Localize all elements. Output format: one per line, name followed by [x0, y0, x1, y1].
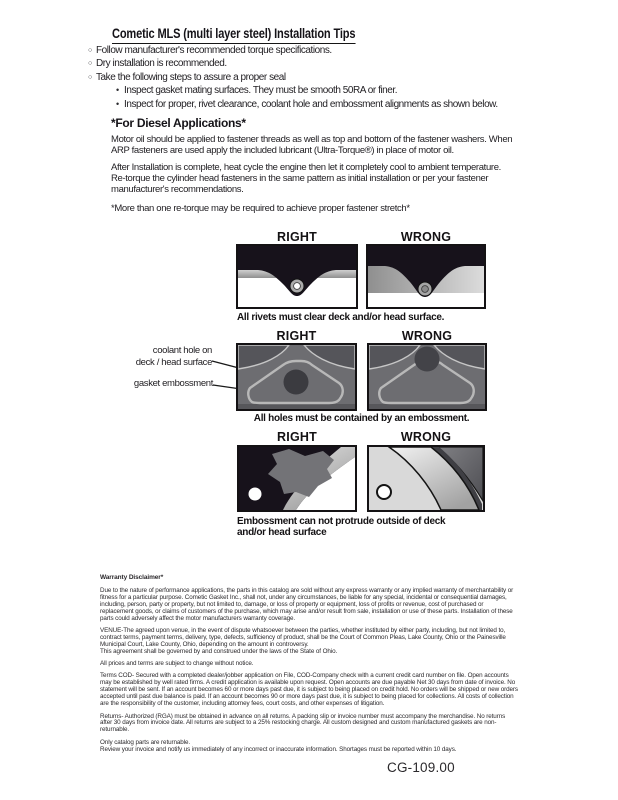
holes-caption: All holes must be contained by an embossment.	[253, 413, 470, 424]
page-number: CG-109.00	[387, 760, 455, 775]
rivet-right-diagram	[236, 244, 358, 309]
circle-bullet-icon: ○	[88, 60, 92, 68]
disclaimer-paragraph: Only catalog parts are returnable.	[100, 738, 191, 746]
embossment-caption: Embossment can not protrude outside of deck and/or head surface	[237, 516, 446, 538]
list-item	[116, 98, 513, 111]
dot-bullet-icon: •	[116, 98, 119, 109]
diesel-paragraph-1: Motor oil should be applied to fastener threads as well as top and bottom of the fastener washers. When ARP fasteners are used apply the included lubricant (Ultra-Torque®) in place of motor oil.	[111, 134, 513, 156]
disclaimer-paragraph: Due to the nature of performance applications, the parts in this catalog are sold without any express warranty or any implied warranty of merchantability or fitness for a particular purpose. Cometic Gasket Inc., shall not, under any circumstances, be liable for any special, incidental or consequential damages, including, person, party or property, but not limited to, damage, or loss of property or equipment, loss of profits or revenue, cost of purchased or replacement goods, or claims of customers of the purchase, which may arise and/or result from sale, installation or use of these parts. Installation of these parts could adversely affect the motor manufacturers warranty coverage.	[100, 586, 514, 622]
disclaimer-paragraph: Returns- Authorized (RGA) must be obtained in advance on all returns. A packing slip or invoice number must accompany the merchandise. No returns after 30 days from invoice date. All returns are subject to a 25% restocking charge. All custom designed and custom manufactured gaskets are non-returnable.	[100, 712, 506, 734]
coolant-hole-callout-label: coolant hole on deck / head surface	[135, 345, 212, 368]
holes-right-label: RIGHT	[276, 329, 317, 343]
rivet-right-drawing	[238, 246, 356, 307]
holes-right-drawing	[238, 345, 355, 409]
coolant-hole-icon	[284, 370, 309, 395]
list-item	[88, 71, 513, 84]
holes-wrong-label: WRONG	[401, 329, 453, 343]
bolt-hole-icon	[249, 488, 262, 501]
rivet-wrong-diagram	[366, 244, 486, 309]
holes-wrong-drawing	[369, 345, 485, 409]
embossment-right-drawing	[239, 447, 355, 510]
installation-tips-list	[88, 44, 513, 111]
embossment-wrong-label: WRONG	[400, 430, 452, 444]
tip-text: Dry installation is recommended.	[96, 58, 227, 70]
diesel-section-heading: *For Diesel Applications*	[111, 116, 246, 130]
rivet-caption: All rivets must clear deck and/or head surface.	[237, 312, 445, 323]
page-title-text: Cometic MLS (multi layer steel) Installation Tips	[112, 26, 355, 44]
holes-wrong-diagram	[367, 343, 487, 411]
rivet-wrong-drawing	[368, 246, 484, 307]
embossment-right-diagram	[237, 445, 357, 512]
rivet-wrong-label: WRONG	[400, 230, 452, 244]
disclaimer-paragraph: This agreement shall be governed by and construed under the laws of the State of Ohio.	[100, 647, 338, 655]
disclaimer-heading: Warranty Disclaimer*	[100, 574, 164, 581]
warranty-disclaimer	[100, 575, 518, 759]
list-item	[88, 44, 513, 57]
embossment-wrong-drawing	[369, 447, 483, 510]
circle-bullet-icon: ○	[88, 47, 92, 54]
retorque-footnote: *More than one re-torque may be required to achieve proper fastener stretch*	[111, 203, 410, 214]
list-item	[116, 84, 513, 97]
page-title	[112, 25, 409, 44]
tip-text: Inspect for proper, rivet clearance, coolant hole and embossment alignments as shown below.	[124, 98, 498, 110]
list-item	[88, 57, 513, 70]
tip-text: Follow manufacturer's recommended torque specifications.	[96, 45, 332, 56]
disclaimer-paragraph: Review your invoice and notify us immediately of any incorrect or inaccurate information. Shortages must be reported within 10 days.	[100, 745, 457, 753]
tip-text: Take the following steps to assure a proper seal	[96, 71, 286, 83]
holes-right-diagram	[236, 343, 357, 411]
disclaimer-paragraph: All prices and terms are subject to change without notice.	[100, 660, 254, 668]
circle-bullet-icon: ○	[88, 73, 92, 81]
disclaimer-paragraph: VENUE-The agreed upon venue, in the event of dispute whatsoever between the parties, whether instituted by either party, including, but not limited to, contract terms, payment terms, delivery, type, defects, sufficiency of product, shall be the Court of Common Pleas, Lake County, Ohio or the Painesville Municipal Court, Lake County, Ohio, depending on the amount in controversy.	[100, 626, 506, 648]
bolt-hole-icon	[377, 485, 391, 499]
rivet-right-label: RIGHT	[277, 230, 317, 244]
tip-text: Inspect gasket mating surfaces. They must be smooth 50RA or finer.	[124, 85, 398, 97]
embossment-wrong-diagram	[367, 445, 485, 512]
embossment-right-label: RIGHT	[277, 430, 317, 444]
dot-bullet-icon: •	[116, 85, 119, 96]
coolant-hole-icon	[415, 347, 440, 372]
gasket-embossment-callout-label: gasket embossment	[133, 378, 213, 389]
diesel-paragraph-2: After Installation is complete, heat cycle the engine then let it completely cool to ambient temperature. Re-torque the cylinder head fasteners in the same pattern as initial installation or per your fastener manufacturer's recommendations.	[111, 162, 501, 195]
disclaimer-paragraph: Terms COD- Secured with a completed dealer/jobber application on File, COD-Company check with a current credit card number on file. Open accounts may be established by well rated firms. A credit application is available upon request. Open accounts are due payable Net 30 days from date of invoice. No statement will be sent. If an account becomes 60 or more days past due, it is subject to being placed on credit hold. No orders will be shipped or new orders accepted until past due balance is paid. If an account becomes 90 or more days past due, it is subject to being placed for collections. All costs of collection are the responsibility of the customer, including attorney fees, court costs, and other expenses of litigation.	[100, 672, 518, 708]
